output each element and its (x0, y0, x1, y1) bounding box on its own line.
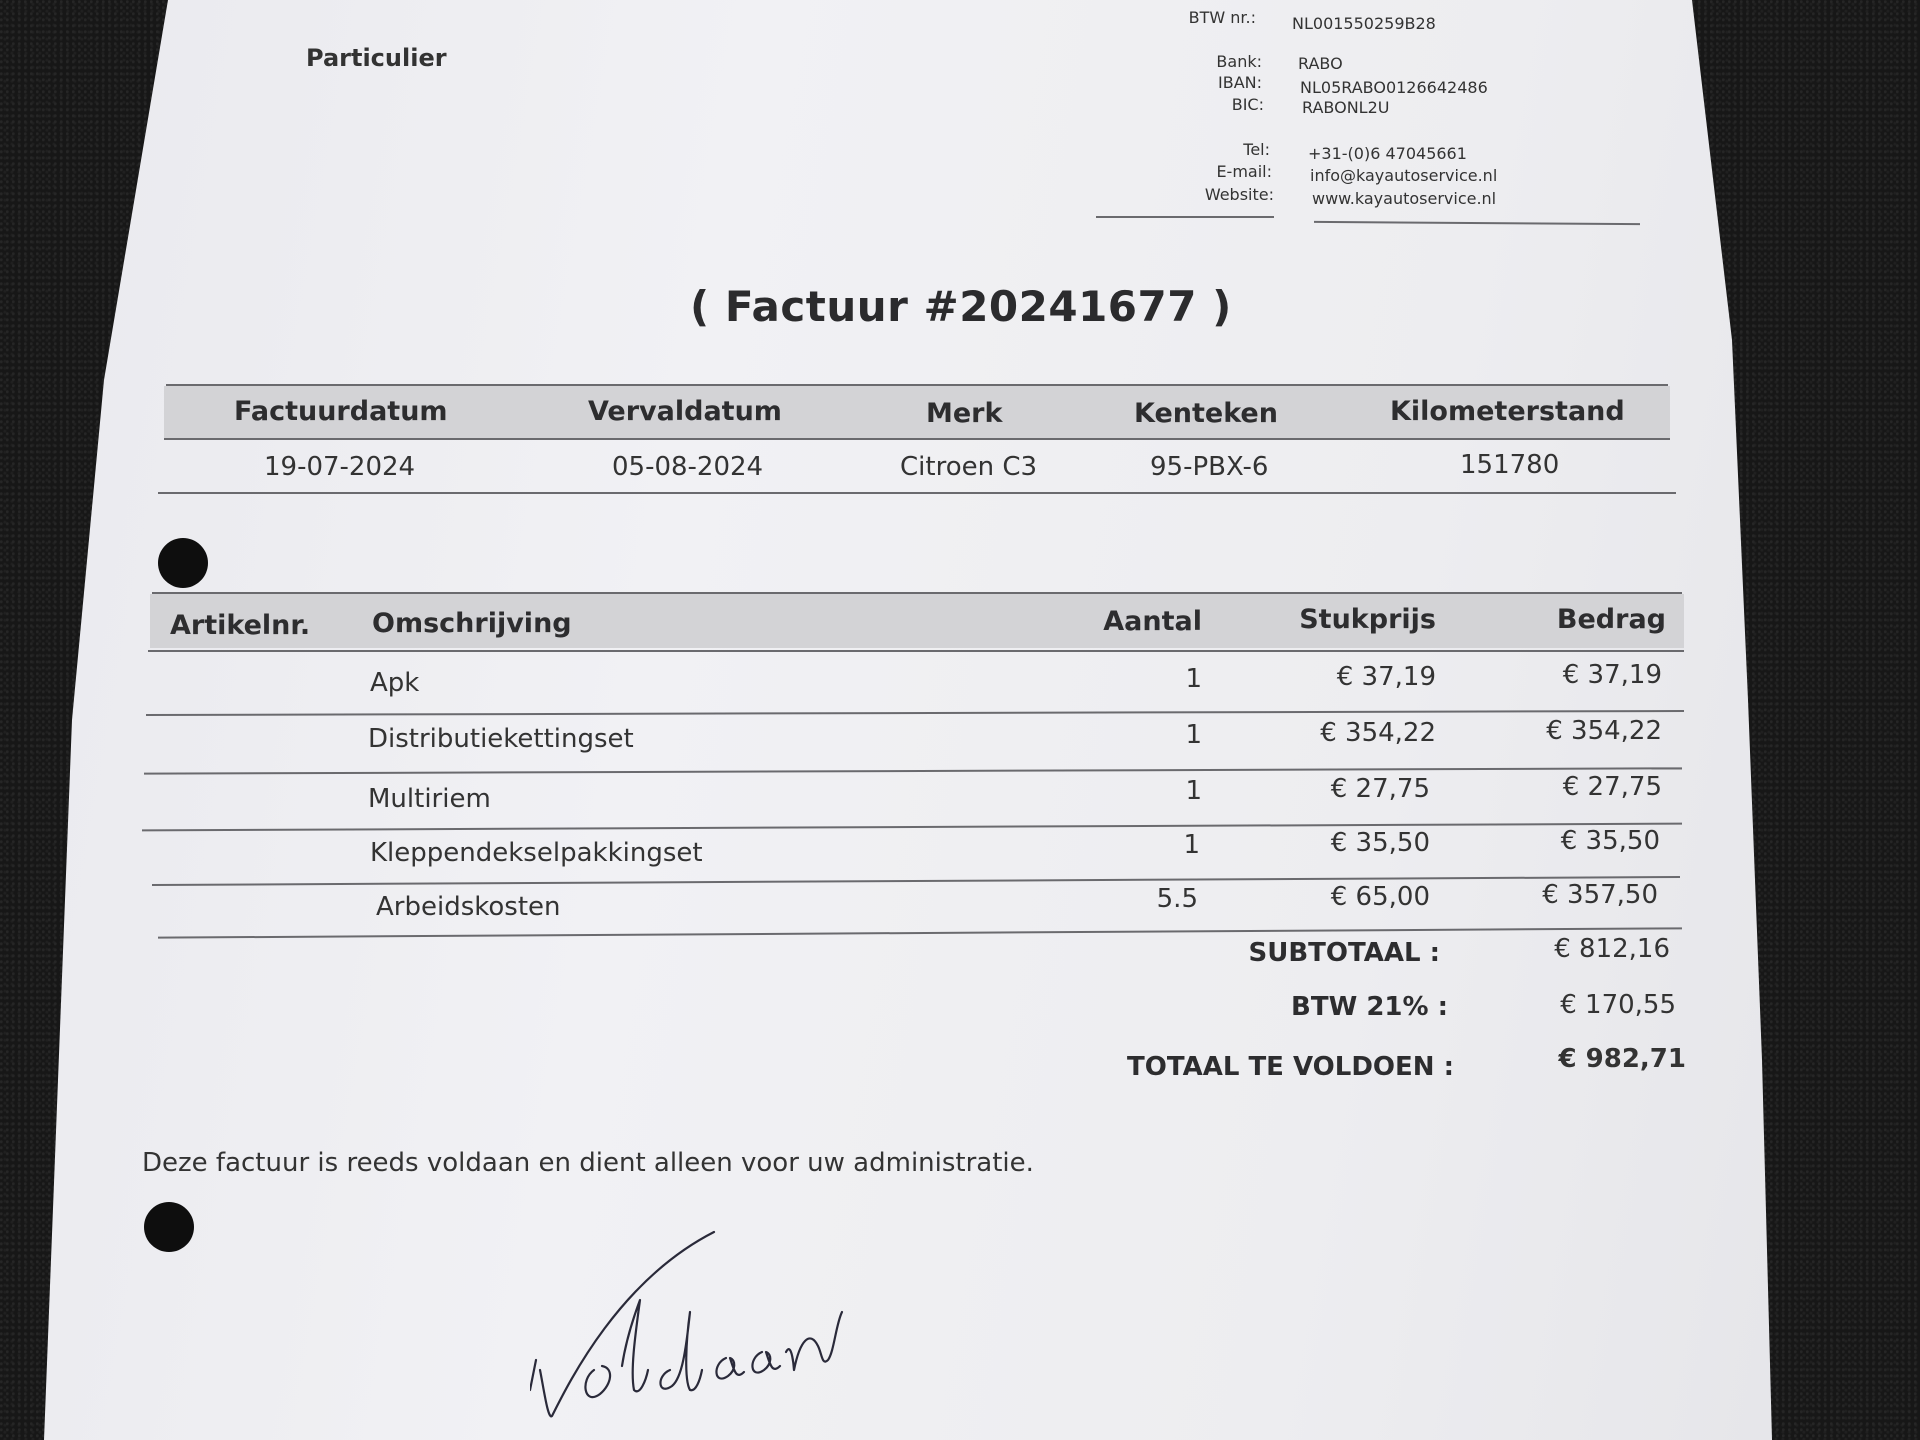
meta-header-brand: Merk (926, 398, 1003, 429)
iban-value: NL05RABO0126642486 (1300, 78, 1488, 97)
payment-note: Deze factuur is reeds voldaan en dient alleen voor uw administratie. (142, 1148, 1034, 1178)
punch-hole-top (158, 538, 208, 588)
item-unit-price: € 65,00 (1330, 882, 1430, 912)
voldaan-signature (530, 1220, 860, 1440)
vat-number-value: NL001550259B28 (1292, 14, 1436, 33)
subtotal-label: SUBTOTAAL : (1248, 938, 1440, 968)
item-quantity: 1 (1185, 776, 1202, 806)
meta-header-rule (164, 438, 1670, 440)
item-unit-price: € 37,19 (1336, 662, 1436, 692)
item-description: Kleppendekselpakkingset (370, 838, 703, 868)
item-quantity: 1 (1185, 664, 1202, 694)
item-amount: € 37,19 (1562, 660, 1662, 690)
item-unit-price: € 354,22 (1320, 718, 1436, 748)
item-unit-price: € 35,50 (1330, 828, 1430, 858)
meta-invoice-date: 19-07-2024 (264, 452, 416, 482)
item-description: Arbeidskosten (376, 892, 561, 922)
item-quantity: 5.5 (1156, 884, 1198, 914)
item-description: Apk (370, 668, 420, 698)
item-amount: € 27,75 (1562, 772, 1662, 802)
item-quantity: 1 (1183, 830, 1200, 860)
total-due-value: € 982,71 (1558, 1044, 1686, 1074)
iban-label: IBAN: (1218, 73, 1262, 92)
subtotal-value: € 812,16 (1554, 934, 1670, 964)
item-description: Distributiekettingset (368, 724, 634, 754)
meta-header-mileage: Kilometerstand (1390, 396, 1625, 427)
meta-bottom-rule (158, 492, 1676, 494)
item-description: Multiriem (368, 784, 491, 814)
item-amount: € 35,50 (1560, 826, 1660, 856)
bank-value: RABO (1298, 54, 1343, 73)
bank-label: Bank: (1216, 52, 1262, 71)
meta-header-invoice-date: Factuurdatum (234, 396, 448, 427)
tel-label: Tel: (1243, 140, 1270, 159)
punch-hole-bottom (144, 1202, 194, 1252)
items-header-unit-price: Stukprijs (1299, 604, 1436, 635)
email-value: info@kayautoservice.nl (1310, 166, 1498, 185)
item-amount: € 354,22 (1546, 716, 1662, 746)
tel-value: +31-(0)6 47045661 (1308, 144, 1467, 163)
items-header-article-number: Artikelnr. (170, 610, 311, 641)
vat-label: BTW 21% : (1291, 992, 1448, 1022)
meta-mileage: 151780 (1460, 450, 1560, 480)
customer-type: Particulier (306, 44, 447, 72)
invoice-title: ( Factuur #20241677 ) (690, 282, 1232, 331)
website-label: Website: (1204, 185, 1274, 204)
item-amount: € 357,50 (1542, 880, 1658, 910)
bic-label: BIC: (1231, 95, 1264, 114)
items-header-description: Omschrijving (372, 608, 572, 639)
vat-number-label: BTW nr.: (1188, 8, 1256, 27)
items-header-amount: Bedrag (1556, 604, 1666, 635)
item-unit-price: € 27,75 (1330, 774, 1430, 804)
email-label: E-mail: (1216, 162, 1272, 181)
meta-due-date: 05-08-2024 (612, 452, 764, 482)
meta-license-plate: 95-PBX-6 (1150, 452, 1269, 482)
items-header-quantity: Aantal (1103, 606, 1202, 637)
total-due-label: TOTAAL TE VOLDOEN : (1127, 1052, 1454, 1082)
vat-value: € 170,55 (1560, 990, 1676, 1020)
meta-header-license-plate: Kenteken (1134, 398, 1278, 429)
website-value: www.kayautoservice.nl (1312, 189, 1497, 208)
header-rule-left (1096, 216, 1274, 218)
item-quantity: 1 (1185, 720, 1202, 750)
meta-brand: Citroen C3 (900, 452, 1038, 482)
bic-value: RABONL2U (1302, 98, 1390, 117)
meta-header-due-date: Vervaldatum (588, 396, 782, 427)
items-header-rule (148, 650, 1684, 652)
